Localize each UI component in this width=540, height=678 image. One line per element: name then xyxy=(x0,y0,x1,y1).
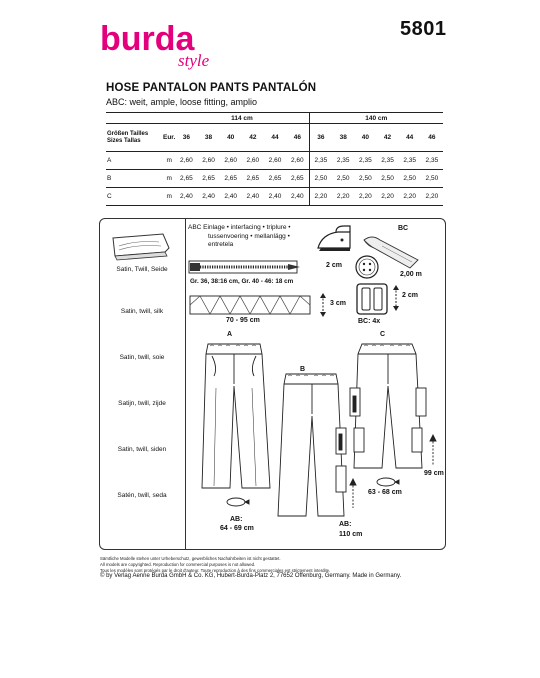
table-cell: m xyxy=(163,152,175,170)
fabric-fr: Satin, twill, soie xyxy=(119,354,165,361)
table-cell: 2,20 xyxy=(399,188,421,206)
table-cell: 2,35 xyxy=(309,152,332,170)
fabric-column xyxy=(99,218,186,550)
table-cell: 2,65 xyxy=(242,170,264,188)
view-a-ab-label: AB: xyxy=(230,516,243,523)
copyright-notice: Sämtliche Modelle stehen unter Urheberschutz, gewerbliches Nachahrbeiten ist nicht gestattet. All models are copyrighted. Reproduction for commercial purposes is not allowed. Tous les modèles sont protégés par le droit d'auteur. Toute reproduction à des fins commerciales est strictement interdite. xyxy=(100,556,331,573)
table-cell: A xyxy=(106,152,163,170)
pants-illustrations xyxy=(190,338,440,518)
button-icon xyxy=(354,254,380,280)
fabric-es: Satén, twill, seda xyxy=(117,492,167,499)
fabric-en: Satin, twill, silk xyxy=(120,308,164,315)
zipper-sizes: Gr. 36, 38:16 cm, Gr. 40 - 46: 18 cm xyxy=(190,278,294,285)
width-140-header: 140 cm xyxy=(309,113,443,124)
table-cell: 2,20 xyxy=(354,188,376,206)
table-cell: 2,35 xyxy=(421,152,443,170)
fabric-nl: Satijn, twill, zijde xyxy=(118,400,166,407)
fabric-swatch-icon xyxy=(107,226,177,266)
table-cell: 2,50 xyxy=(399,170,421,188)
view-b-pants-drawing xyxy=(278,374,346,516)
table-row xyxy=(106,152,443,170)
pattern-subtitle: ABC: weit, ample, loose fitting, amplio xyxy=(106,97,258,107)
table-cell: 2,50 xyxy=(332,170,354,188)
buckle-label: BC: 4x xyxy=(358,318,381,325)
table-cell: 2,20 xyxy=(332,188,354,206)
tape-height: 2 cm xyxy=(402,292,418,299)
table-cell: 2,60 xyxy=(220,152,242,170)
table-cell: 2,65 xyxy=(220,170,242,188)
view-c-length: 99 cm xyxy=(424,470,444,477)
table-cell: 2,40 xyxy=(264,188,286,206)
view-c-waist: 63 - 68 cm xyxy=(368,489,402,496)
table-row xyxy=(106,170,443,188)
table-cell: 2,35 xyxy=(376,152,398,170)
view-b-ab-value: 110 cm xyxy=(339,531,363,538)
table-cell: 2,65 xyxy=(197,170,219,188)
size-cell: 44 xyxy=(271,134,279,141)
burda-style-logo xyxy=(100,20,230,70)
table-cell: 2,65 xyxy=(175,170,197,188)
table-cell: 2,60 xyxy=(242,152,264,170)
pattern-title: HOSE PANTALON PANTS PANTALÓN xyxy=(106,82,317,94)
table-cell: 2,20 xyxy=(421,188,443,206)
table-cell: 2,60 xyxy=(286,152,309,170)
buckle-icon xyxy=(355,282,389,316)
table-cell: 2,60 xyxy=(264,152,286,170)
table-cell: 2,40 xyxy=(286,188,309,206)
elastic-icon xyxy=(188,294,316,316)
table-cell: m xyxy=(163,188,175,206)
elastic-height: 3 cm xyxy=(330,300,346,307)
zipper-icon xyxy=(188,258,308,276)
logo-wordmark: burda xyxy=(100,20,195,58)
table-row xyxy=(106,188,443,206)
table-cell: 2,20 xyxy=(376,188,398,206)
size-cell: 42 xyxy=(383,134,392,141)
table-cell: B xyxy=(106,170,163,188)
fabric-de: Satin, Twill, Seide xyxy=(116,266,168,273)
table-cell: C xyxy=(106,188,163,206)
elastic-length: 70 - 95 cm xyxy=(226,317,260,324)
view-b-ab-label: AB: xyxy=(339,521,352,528)
table-cell: 2,50 xyxy=(309,170,332,188)
table-cell: 2,35 xyxy=(399,152,421,170)
size-cell: 36 xyxy=(309,124,332,152)
view-a-label: A xyxy=(227,331,233,338)
table-sizes-row xyxy=(106,124,443,152)
table-cell: 2,40 xyxy=(242,188,264,206)
table-cell: 2,40 xyxy=(197,188,219,206)
size-cell: 44 xyxy=(406,134,414,141)
table-cell: 2,50 xyxy=(354,170,376,188)
table-cell: 2,40 xyxy=(175,188,197,206)
table-cell: 2,65 xyxy=(264,170,286,188)
size-cell: 46 xyxy=(428,134,436,141)
tape-bc-label: BC xyxy=(398,225,409,232)
table-cell: 2,60 xyxy=(175,152,197,170)
publisher-copyright: © by Verlag Aenne Burda GmbH & Co. KG, Hubert-Burda-Platz 2, 77652 Offenburg, Germany. Made in Germany. xyxy=(100,573,402,579)
table-cell: 2,50 xyxy=(376,170,398,188)
table-cell: 2,40 xyxy=(220,188,242,206)
button-size: 2 cm xyxy=(326,262,342,269)
size-cell: 40 xyxy=(361,134,369,141)
interfacing-text: ABC Einlage • interfacing • triplure • tussenvoering • mellanlägg • entretela xyxy=(188,224,291,248)
view-c-label: C xyxy=(380,331,386,338)
elastic-height-arrow-icon xyxy=(318,292,328,318)
size-cell: 36 xyxy=(182,134,190,141)
view-c-pants-drawing xyxy=(350,344,426,468)
table-width-header xyxy=(106,113,443,124)
table-cell: m xyxy=(163,170,175,188)
table-cell: 2,60 xyxy=(197,152,219,170)
table-cell: 2,35 xyxy=(354,152,376,170)
size-cell: 46 xyxy=(293,134,301,141)
table-cell: 2,35 xyxy=(332,152,354,170)
view-b-label: B xyxy=(300,366,306,373)
yardage-table xyxy=(106,112,443,206)
tape-length: 2,00 m xyxy=(400,271,422,278)
size-cell: 38 xyxy=(339,134,347,141)
size-cell: 42 xyxy=(249,134,257,141)
buckle-height-arrow-icon xyxy=(391,284,401,312)
size-cell: 38 xyxy=(204,134,213,141)
pattern-number: 5801 xyxy=(400,18,447,40)
table-cell: 2,50 xyxy=(421,170,443,188)
eur-label: Eur. xyxy=(163,134,176,141)
table-cell: 2,20 xyxy=(309,188,332,206)
size-cell: 40 xyxy=(227,134,235,141)
logo-sub-wordmark: style xyxy=(178,51,210,70)
width-114-header: 114 cm xyxy=(175,113,309,124)
view-a-ab-value: 64 - 69 cm xyxy=(220,525,254,532)
iron-icon xyxy=(316,224,354,254)
table-cell: 2,65 xyxy=(286,170,309,188)
size-label: Größen Tailles Sizes Tallas xyxy=(107,130,149,144)
view-a-pants-drawing xyxy=(202,344,270,488)
fabric-sv: Satin, twill, siden xyxy=(117,446,167,453)
